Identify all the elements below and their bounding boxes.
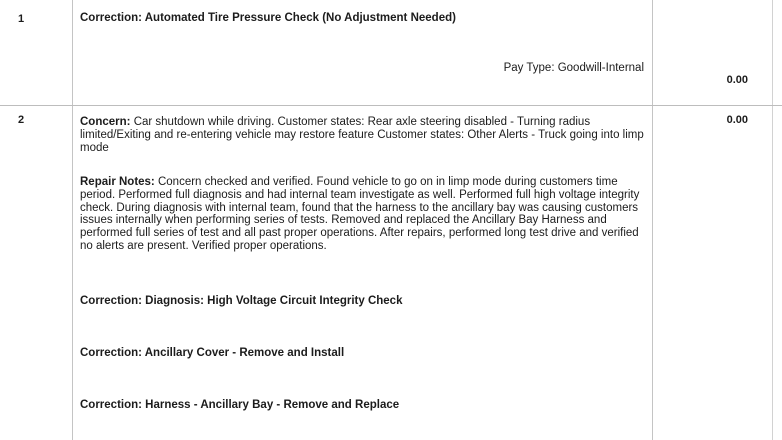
correction-text: Correction: Harness - Ancillary Bay - Remove and Replace xyxy=(80,399,400,411)
concern-text: Car shutdown while driving. Customer states: Rear axle steering disabled - Turning radius limited/Exiting and re-entering vehicle may restore feature Customer states: Other Alerts - Truck going into limp mode xyxy=(80,116,644,154)
concern-block xyxy=(80,116,650,154)
correction-text: Correction: Ancillary Cover - Remove and Install xyxy=(80,347,345,359)
line-number: 1 xyxy=(18,13,25,25)
repair-notes-label: Repair Notes: xyxy=(80,176,155,188)
repair-notes-text: Concern checked and verified. Found vehicle to go on in limp mode during customers time period. Performed full diagnosis and had internal team investigate as well. Performed full high voltage integrity check. During diagnosis with internal team, found that the harness to the ancillary bay was causing customers issues internally when performing series of tests. Removed and replaced the Ancillary Bay Harness and performed full series of test and all past proper operations. After repairs, performed long test drive and verified no alerts are present. Verified proper operations. xyxy=(80,176,640,252)
concern-label: Concern: xyxy=(80,116,131,128)
row-divider xyxy=(0,105,782,106)
repair-notes-block xyxy=(80,176,650,253)
column-divider xyxy=(72,0,73,440)
column-divider xyxy=(652,0,653,440)
pay-type: Pay Type: Goodwill-Internal xyxy=(503,62,644,74)
line-amount: 0.00 xyxy=(726,74,748,86)
line-amount: 0.00 xyxy=(726,114,748,126)
line-number: 2 xyxy=(18,114,25,126)
column-divider xyxy=(772,0,773,440)
correction-text: Correction: Diagnosis: High Voltage Circuit Integrity Check xyxy=(80,295,403,307)
correction-text: Correction: Automated Tire Pressure Check (No Adjustment Needed) xyxy=(80,12,456,24)
